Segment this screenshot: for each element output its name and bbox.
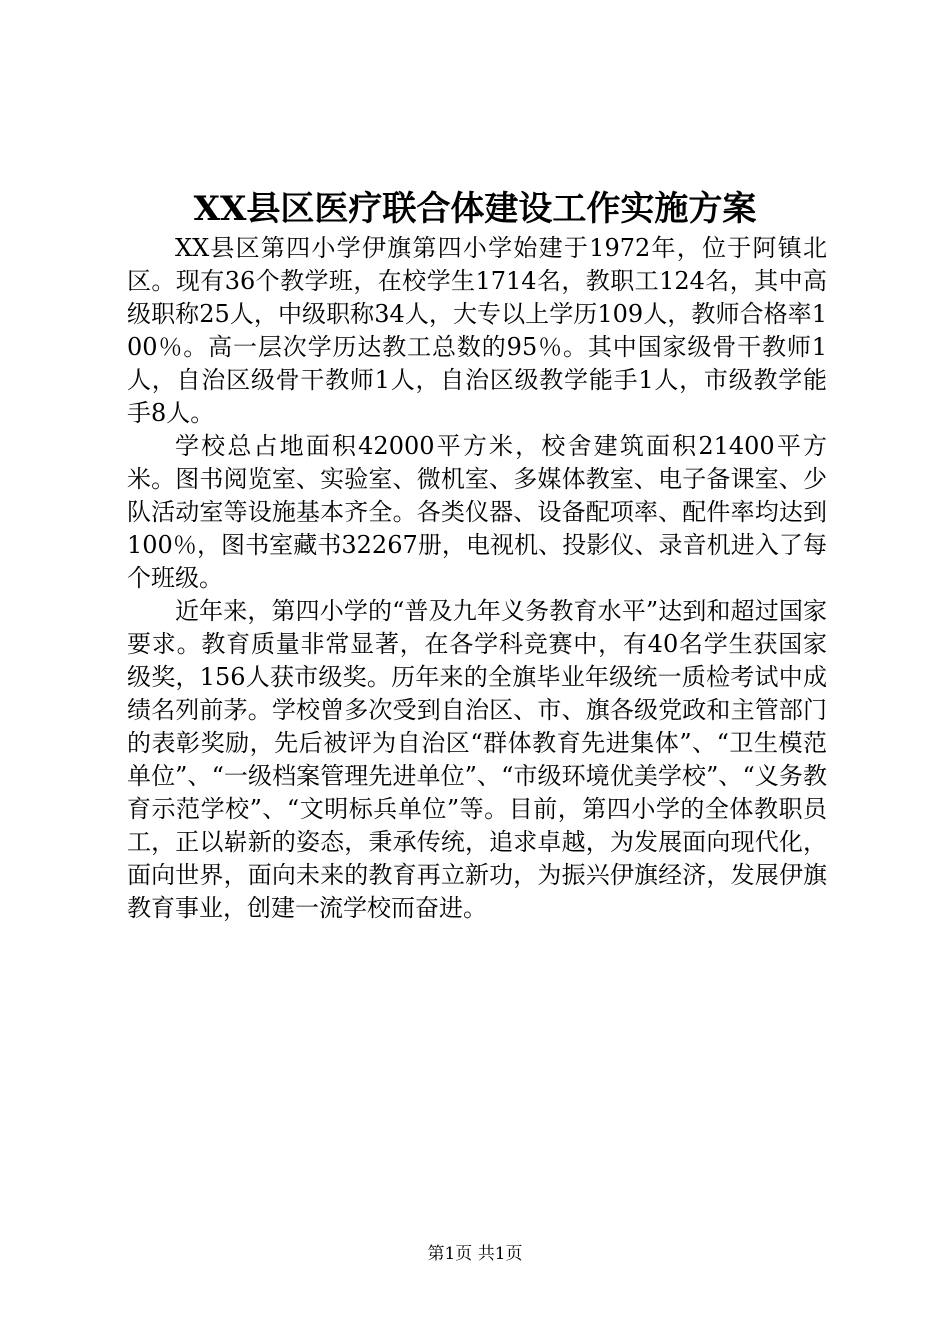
- paragraph-facilities: 学校总占地面积42000平方米，校舍建筑面积21400平方米。图书阅览室、实验室、微机室、多媒体教室、电子备课室、少队活动室等设施基本齐全。各类仪器、设备配项率、配件率均达到100％，图书室藏书32267册，电视机、投影仪、录音机进入了每个班级。: [127, 432, 827, 592]
- document-title: XX县区医疗联合体建设工作实施方案: [193, 189, 757, 229]
- paragraph-school-overview: XX县区第四小学伊旗第四小学始建于1972年，位于阿镇北区。现有36个教学班，在校学生1714名，教职工124名，其中高级职称25人，中级职称34人，大专以上学历109人，教师合格率100％。高一层次学历达教工总数的95％。其中国家级骨干教师1人，自治区级骨干教师1人，自治区级教学能手1人，市级教学能手8人。: [127, 234, 827, 427]
- document-body: [127, 232, 827, 925]
- page-footer: 第1页 共1页: [427, 1244, 523, 1264]
- paragraph-achievements: 近年来，第四小学的“普及九年义务教育水平”达到和超过国家要求。教育质量非常显著，在各学科竞赛中，有40名学生获国家级奖，156人获市级奖。历年来的全旗毕业年级统一质检考试中成绩名列前茅。学校曾多次受到自治区、市、旗各级党政和主管部门的表彰奖励，先后被评为自治区“群体教育先进集体”、“卫生模范单位”、“一级档案管理先进单位”、“市级环境优美学校”、“义务教育示范学校”、“文明标兵单位”等。目前，第四小学的全体教职员工，正以崭新的姿态，秉承传统，追求卓越，为发展面向现代化，面向世界，面向未来的教育再立新功，为振兴伊旗经济，发展伊旗教育事业，创建一流学校而奋进。: [127, 597, 827, 922]
